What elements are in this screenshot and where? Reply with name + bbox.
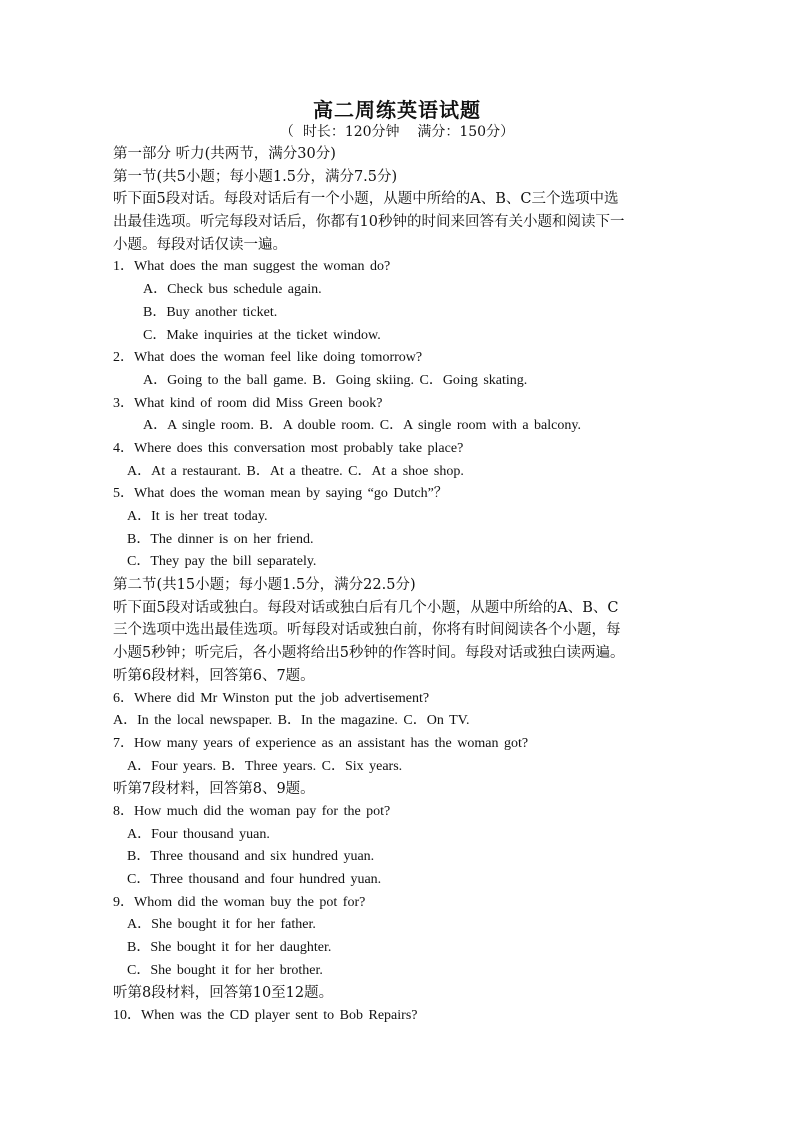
page-title: 高二周练英语试题: [313, 98, 481, 122]
question: 5．What does the woman mean by saying “go Dutch”？: [113, 486, 448, 502]
answer-option: A．Check bus schedule again.: [143, 282, 322, 298]
answer-option: A．Four thousand yuan.: [127, 826, 270, 842]
answer-options: A．In the local newspaper. B．In the magazine. C．On TV.: [113, 713, 470, 729]
instruction-line: 听下面5段对话。每段对话后有一个小题，从题中所给的A、B、C三个选项中选: [113, 191, 619, 208]
instruction-line: 小题。每段对话仅读一遍。: [113, 236, 287, 253]
material-heading: 听第6段材料，回答第6、7题。: [113, 667, 315, 684]
answer-option: C．Make inquiries at the ticket window.: [143, 327, 381, 343]
question: 2．What does the woman feel like doing tomorrow?: [113, 350, 423, 366]
question: 8．How much did the woman pay for the pot?: [113, 803, 391, 819]
answer-option: B．Buy another ticket.: [143, 304, 278, 320]
answer-option: A．It is her treat today.: [127, 509, 268, 524]
question: 10．When was the CD player sent to Bob Repairs?: [113, 1008, 418, 1024]
section-heading: 第一节(共5小题；每小题1.5分，满分7.5分): [113, 168, 398, 185]
answer-option: C．They pay the bill separately.: [127, 554, 317, 570]
section-heading: 第二节(共15小题；每小题1.5分，满分22.5分): [113, 577, 416, 594]
material-heading: 听第8段材料，回答第10至12题。: [113, 985, 334, 1002]
answer-option: C．She bought it for her brother.: [127, 962, 323, 978]
answer-option: B．The dinner is on her friend.: [127, 531, 314, 547]
answer-option: A．She bought it for her father.: [127, 917, 316, 933]
question: 3．What kind of room did Miss Green book?: [113, 395, 383, 411]
question: 9．Whom did the woman buy the pot for?: [113, 894, 366, 910]
material-heading: 听第7段材料，回答第8、9题。: [113, 781, 315, 798]
part-heading: 第一部分 听力(共两节，满分30分): [113, 146, 336, 162]
question: 6．Where did Mr Winston put the job advertisement?: [113, 690, 430, 706]
answer-option: B．Three thousand and six hundred yuan.: [127, 849, 375, 865]
instruction-line: 小题5秒钟；听完后，各小题将给出5秒钟的作答时间。每段对话或独白读两遍。: [113, 645, 625, 662]
answer-options: A．Going to the ball game. B．Going skiing. C．Going skating.: [143, 372, 528, 388]
instruction-line: 出最佳选项。听完每段对话后，你都有10秒钟的时间来回答有关小题和阅读下一: [113, 214, 625, 231]
answer-option: C．Three thousand and four hundred yuan.: [127, 872, 382, 887]
exam-duration-score: （ 时长：120分钟 满分：150分）: [279, 124, 515, 140]
answer-options: A．Four years. B．Three years. C．Six years.: [127, 758, 403, 774]
instruction-line: 三个选项中选出最佳选项。听每段对话或独白前，你将有时间阅读各个小题，每: [113, 622, 621, 639]
question: 4．Where does this conversation most probably take place?: [113, 440, 464, 456]
instruction-line: 听下面5段对话或独白。每段对话或独白后有几个小题，从题中所给的A、B、C: [113, 599, 619, 616]
question: 1．What does the man suggest the woman do?: [113, 259, 391, 275]
answer-options: A．At a restaurant. B．At a theatre. C．At a shoe shop.: [127, 463, 464, 479]
question: 7．How many years of experience as an assistant has the woman got?: [113, 735, 529, 751]
exam-content: [113, 143, 683, 1028]
answer-option: B．She bought it for her daughter.: [127, 940, 332, 956]
answer-options: A．A single room. B．A double room. C．A single room with a balcony.: [143, 418, 581, 434]
